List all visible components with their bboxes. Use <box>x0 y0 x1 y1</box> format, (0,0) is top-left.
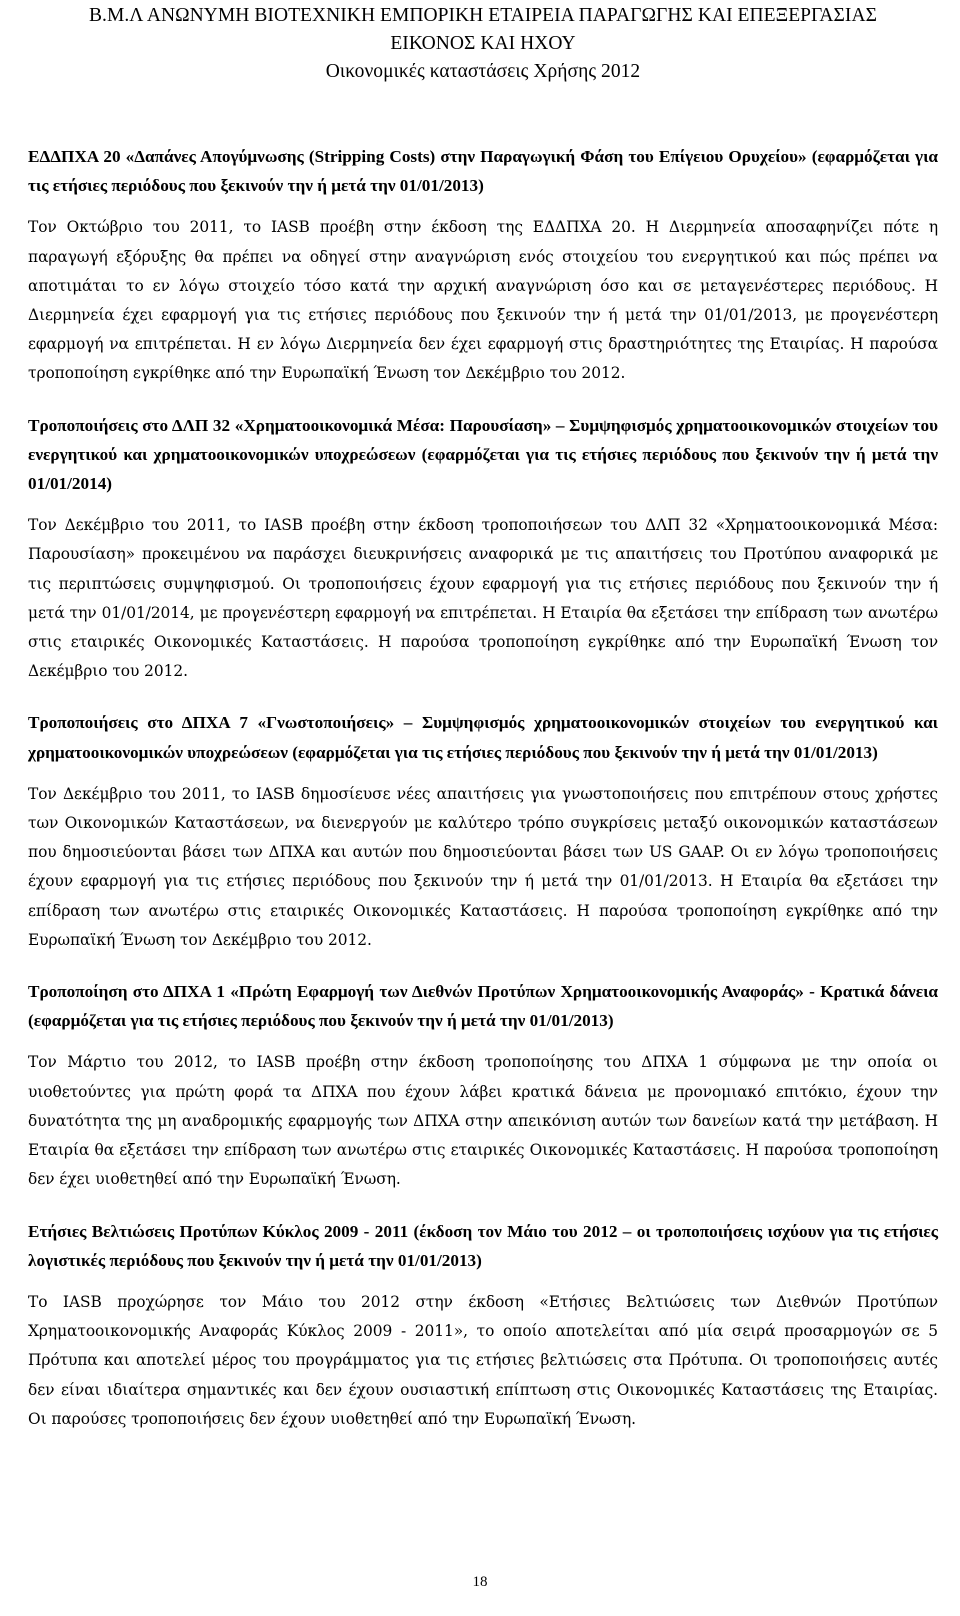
section-ifrs-7 <box>28 708 938 955</box>
company-name-line-2: ΕΙΚΟΝΟΣ ΚΑΙ ΗΧΟΥ <box>390 33 576 54</box>
section-body: Τον Δεκέμβριο του 2011, το IASB δημοσίευσε νέες απαιτήσεις για γνωστοποιήσεις που επιτρέπουν στους χρήστες των Οικονομικών Καταστάσεων, να διενεργούν με καλύτερο τρόπο συγκρίσεις μεταξύ οικονομικών καταστάσεων που δημοσιεύονται βάσει των ΔΠΧΑ και αυτών που δημοσιεύονται βάσει των US GAAP. Οι εν λόγω τροποποιήσεις έχουν εφαρμογή για τις ετήσιες περιόδους που ξεκινούν την ή μετά την 01/01/2013. Η Εταιρία θα εξετάσει την επίδραση των ανωτέρω στις εταιρικές Οικονομικές Καταστάσεις. Η παρούσα τροποποίηση εγκρίθηκε από την Ευρωπαϊκή Ένωση τον Δεκέμβριο του 2012. <box>28 784 938 949</box>
document-header <box>28 2 938 86</box>
section-body: Τον Οκτώβριο του 2011, το IASB προέβη στην έκδοση της ΕΔΔΠΧΑ 20. Η Διερμηνεία αποσαφηνίζει πότε η παραγωγή εξόρυξης θα πρέπει να οδηγεί στην αναγνώριση ενός στοιχείου του ενεργητικού και πώς πρέπει να αποτιμάται το εν λόγω στοιχείο τόσο κατά την αρχική αναγνώριση όσο και σε μεταγενέστερες περιόδους. Η Διερμηνεία έχει εφαρμογή για τις ετήσιες περιόδους που ξεκινούν την ή μετά την 01/01/2013, με προγενέστερη εφαρμογή να επιτρέπεται. Η εν λόγω Διερμηνεία δεν έχει εφαρμογή στις δραστηριότητες της Εταιρίας. Η παρούσα τροποποίηση εγκρίθηκε από την Ευρωπαϊκή Ένωση τον Δεκέμβριο του 2012. <box>28 218 938 383</box>
section-body: Το IASB προχώρησε τον Μάιο του 2012 στην έκδοση «Ετήσιες Βελτιώσεις των Διεθνών Προτύπων Χρηματοοικονομικής Αναφοράς Κύκλος 2009 - 2011», το οποίο αποτελείται από μία σειρά προσαρμογών σε 5 Πρότυπα και αποτελεί μέρος του προγράμματος για τις ετήσιες βελτιώσεις στα Πρότυπα. Οι τροποποιήσεις αυτές δεν είναι ιδιαίτερα σημαντικές και δεν έχουν ουσιαστική επίπτωση στις Οικονομικές Καταστάσεις της Εταιρίας. Οι παρούσες τροποποιήσεις δεν έχουν υιοθετηθεί από την Ευρωπαϊκή Ένωση. <box>28 1292 938 1428</box>
section-body: Τον Μάρτιο του 2012, το IASB προέβη στην έκδοση τροποποίησης του ΔΠΧΑ 1 σύμφωνα με την οποία οι υιοθετούντες για πρώτη φορά τα ΔΠΧΑ που έχουν λάβει κρατικά δάνεια με προνομιακό επιτόκιο, έχουν την δυνατότητα της μη αναδρομικής εφαρμογής των ΔΠΧΑ στην απεικόνιση αυτών των δανείων κατά την μετάβαση. Η Εταιρία θα εξετάσει την επίδραση των ανωτέρω στις εταιρικές Οικονομικές Καταστάσεις. Η παρούσα τροποποίηση δεν έχει υιοθετηθεί από την Ευρωπαϊκή Ένωση. <box>28 1053 938 1189</box>
section-annual-improvements <box>28 1217 938 1434</box>
section-body: Τον Δεκέμβριο του 2011, το IASB προέβη στην έκδοση τροποποιήσεων του ΔΛΠ 32 «Χρηματοοικονομικά Μέσα: Παρουσίαση» προκειμένου να παράσχει διευκρινήσεις αναφορικά με τις απαιτήσεις του Προτύπου αναφορικά με τις περιπτώσεις συμψηφισμού. Οι τροποποιήσεις έχουν εφαρμογή για τις ετήσιες περιόδους που ξεκινούν την ή μετά την 01/01/2014, με προγενέστερη εφαρμογή να επιτρέπεται. Η Εταιρία θα εξετάσει την επίδραση των ανωτέρω στις εταιρικές Οικονομικές Καταστάσεις. Η παρούσα τροποποίηση εγκρίθηκε από την Ευρωπαϊκή Ένωση τον Δεκέμβριο του 2012. <box>28 516 938 681</box>
section-ias-32 <box>28 411 938 687</box>
section-heading: ΕΔΔΠΧΑ 20 «Δαπάνες Απογύμνωσης (Stripping Costs) στην Παραγωγική Φάση του Επίγειου Ορυχείου» (εφαρμόζεται για τις ετήσιες περιόδους που ξεκινούν την ή μετά την 01/01/2013) <box>28 147 938 196</box>
section-heading: Τροποποίηση στο ΔΠΧΑ 1 «Πρώτη Εφαρμογή των Διεθνών Προτύπων Χρηματοοικονομικής Αναφοράς» - Κρατικά δάνεια (εφαρμόζεται για τις ετήσιες περιόδους που ξεκινούν την ή μετά την 01/01/2013) <box>28 982 938 1031</box>
page-number: 18 <box>472 1574 488 1590</box>
section-heading: Τροποποιήσεις στο ΔΠΧΑ 7 «Γνωστοποιήσεις» – Συμψηφισμός χρηματοοικονομικών στοιχείων του ενεργητικού και χρηματοοικονομικών υποχρεώσεων (εφαρμόζεται για τις ετήσιες περιόδους που ξεκινούν την ή μετά την 01/01/2013) <box>28 713 938 762</box>
section-ifric-20 <box>28 142 938 389</box>
section-heading: Τροποποιήσεις στο ΔΛΠ 32 «Χρηματοοικονομικά Μέσα: Παρουσίαση» – Συμψηφισμός χρηματοοικονομικών στοιχείων του ενεργητικού και χρηματοοικονομικών υποχρεώσεων (εφαρμόζεται για τις ετήσιες περιόδους που ξεκινούν την ή μετά την 01/01/2014) <box>28 415 938 494</box>
section-ifrs-1 <box>28 977 938 1194</box>
report-title: Οικονομικές καταστάσεις Χρήσης 2012 <box>325 61 641 82</box>
company-name-line-1: Β.Μ.Λ ΑΝΩΝΥΜΗ ΒΙΟΤΕΧΝΙΚΗ ΕΜΠΟΡΙΚΗ ΕΤΑΙΡΕΙΑ ΠΑΡΑΓΩΓΗΣ ΚΑΙ ΕΠΕΞΕΡΓΑΣΙΑΣ <box>89 5 877 26</box>
section-heading: Ετήσιες Βελτιώσεις Προτύπων Κύκλος 2009 - 2011 (έκδοση τον Μάιο του 2012 – οι τροποποιήσεις ισχύουν για τις ετήσιες λογιστικές περιόδους που ξεκινούν την ή μετά την 01/01/2013) <box>28 1221 938 1270</box>
